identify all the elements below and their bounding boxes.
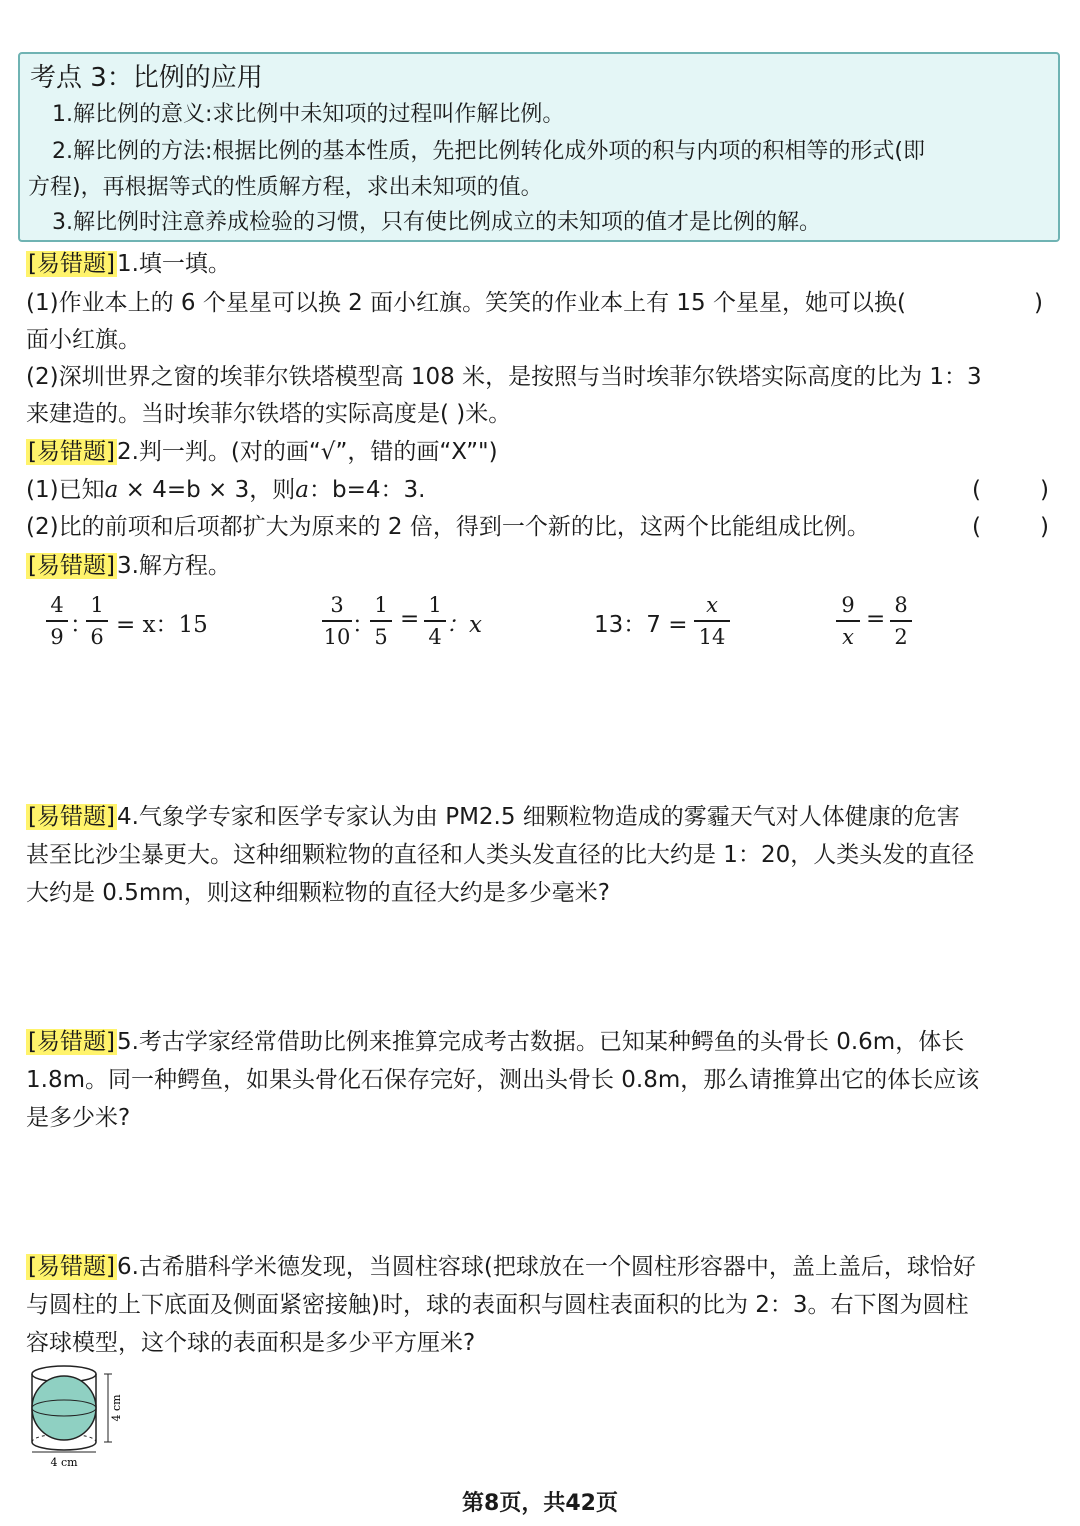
question-6-line-2: 与圆柱的上下底面及侧面紧密接触)时，球的表面积与圆柱表面积的比为 2：3。右下图为圆柱 bbox=[26, 1292, 969, 1318]
question-1-line-1: (1)作业本上的 6 个星星可以换 2 面小红旗。笑笑的作业本上有 15 个星星，她可以换( bbox=[26, 290, 906, 316]
question-1-line-4: 来建造的。当时埃菲尔铁塔的实际高度是( )米。 bbox=[26, 401, 512, 427]
equals-sign: = bbox=[866, 606, 886, 632]
knowledge-point-box bbox=[18, 52, 1060, 242]
judge-paren-close-1: ) bbox=[1040, 477, 1049, 503]
judge-paren-open-2: ( bbox=[972, 514, 981, 540]
equation-2-fraction-a: 3 10 bbox=[323, 593, 351, 649]
question-1-heading: [易错题]1.填一填。 bbox=[28, 251, 231, 277]
ratio-colon: ： bbox=[352, 612, 375, 638]
judge-paren-open-1: ( bbox=[972, 477, 981, 503]
width-label: 4 cm bbox=[50, 1456, 78, 1469]
equation-2-rest: ：x bbox=[446, 612, 482, 638]
equation-2-fraction-b: 1 5 bbox=[370, 592, 392, 650]
equation-3-left: 13：7 = bbox=[594, 612, 688, 638]
equation-1-fraction-b: 1 6 bbox=[86, 592, 108, 650]
mistake-tag: [易错题] bbox=[28, 439, 115, 465]
knowledge-line-2: 2.解比例的方法:根据比例的基本性质，先把比例转化成外项的积与内项的积相等的形式(即 bbox=[52, 139, 925, 164]
question-1-line-3: (2)深圳世界之窗的埃菲尔铁塔模型高 108 米，是按照与当时埃菲尔铁塔实际高度的比为 1：3 bbox=[26, 364, 982, 390]
equals-sign: = bbox=[400, 606, 420, 632]
knowledge-line-3: 方程)，再根据等式的性质解方程，求出未知项的值。 bbox=[28, 175, 543, 200]
page-number: 第8页，共42页 bbox=[462, 1491, 618, 1516]
question-4-line-1: [易错题]4.气象学专家和医学专家认为由 PM2.5 细颗粒物造成的雾霾天气对人体健康的危害 bbox=[28, 804, 960, 830]
equation-4-fraction-a: 9 x bbox=[836, 592, 860, 650]
ratio-colon: ： bbox=[70, 612, 93, 638]
mistake-tag: [易错题] bbox=[28, 553, 115, 579]
question-6-line-1: [易错题]6.古希腊科学米德发现，当圆柱容球(把球放在一个圆柱形容器中，盖上盖后，球恰好 bbox=[28, 1254, 976, 1280]
knowledge-line-4: 3.解比例时注意养成检验的习惯，只有使比例成立的未知项的值才是比例的解。 bbox=[52, 210, 821, 235]
knowledge-point-title: 考点 3：比例的应用 bbox=[30, 63, 263, 93]
question-2-item-1: (1)已知a × 4=b × 3，则a：b=4：3. bbox=[26, 477, 426, 503]
knowledge-line-1: 1.解比例的意义:求比例中未知项的过程叫作解比例。 bbox=[52, 102, 565, 127]
equation-4-fraction-b: 8 2 bbox=[890, 592, 912, 650]
question-2-item-2: (2)比的前项和后项都扩大为原来的 2 倍，得到一个新的比，这两个比能组成比例。 bbox=[26, 514, 870, 540]
question-2-heading: [易错题]2.判一判。(对的画“√”，错的画“X”") bbox=[28, 439, 498, 465]
equation-1-fraction-a: 4 9 bbox=[46, 592, 68, 650]
question-4-line-3: 大约是 0.5mm，则这种细颗粒物的直径大约是多少毫米? bbox=[26, 880, 610, 906]
mistake-tag: [易错题] bbox=[28, 804, 115, 830]
question-6-line-3: 容球模型，这个球的表面积是多少平方厘米? bbox=[26, 1330, 476, 1356]
answer-paren-close: ) bbox=[1034, 290, 1043, 316]
mistake-tag: [易错题] bbox=[28, 1029, 115, 1055]
question-5-line-1: [易错题]5.考古学家经常借助比例来推算完成考古数据。已知某种鳄鱼的头骨长 0.6m，体长 bbox=[28, 1029, 965, 1055]
question-3-heading: [易错题]3.解方程。 bbox=[28, 553, 231, 579]
question-5-line-2: 1.8m。同一种鳄鱼，如果头骨化石保存完好，测出头骨长 0.8m，那么请推算出它的体长应该 bbox=[26, 1067, 980, 1093]
cylinder-sphere-figure bbox=[24, 1360, 134, 1472]
mistake-tag: [易错题] bbox=[28, 251, 115, 277]
equation-2-fraction-c: 1 4 bbox=[424, 592, 446, 650]
height-label: 4 cm bbox=[110, 1394, 123, 1422]
mistake-tag: [易错题] bbox=[28, 1254, 115, 1280]
question-4-line-2: 甚至比沙尘暴更大。这种细颗粒物的直径和人类头发直径的比大约是 1：20，人类头发的直径 bbox=[26, 842, 975, 868]
question-5-line-3: 是多少米? bbox=[26, 1105, 131, 1131]
equation-3-fraction: x 14 bbox=[694, 592, 730, 650]
question-1-line-2: 面小红旗。 bbox=[26, 327, 141, 353]
judge-paren-close-2: ) bbox=[1040, 514, 1049, 540]
equation-1-rest: = x：15 bbox=[116, 612, 208, 638]
